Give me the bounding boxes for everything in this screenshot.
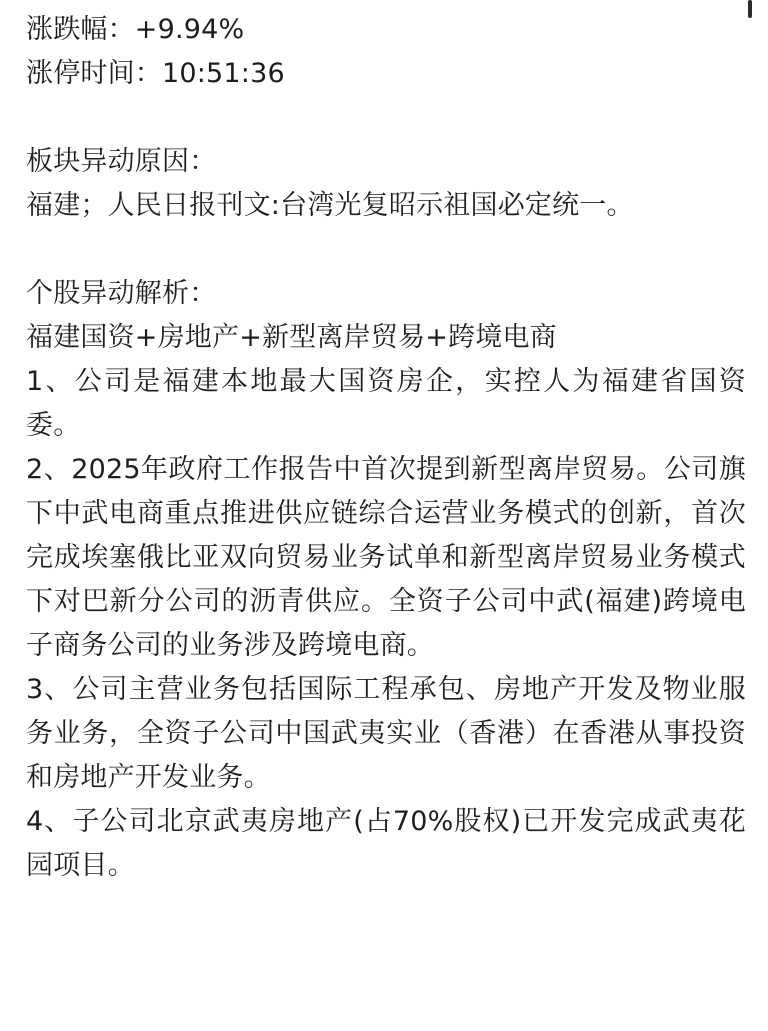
sector-reason-title: 板块异动原因： [26, 146, 217, 177]
blank-line [26, 228, 746, 272]
stock-analysis-title: 个股异动解析： [26, 278, 217, 309]
analysis-point-4: 4、子公司北京武夷房地产(占70%股权)已开发完成武夷花园项目。 [26, 806, 746, 881]
analysis-point-1: 1、公司是福建本地最大国资房企，实控人为福建省国资委。 [26, 366, 746, 441]
scrollbar-thumb[interactable] [748, 0, 752, 18]
analysis-point-2: 2、2025年政府工作报告中首次提到新型离岸贸易。公司旗下中武电商重点推进供应链综合运营业务模式的创新，首次完成埃塞俄比亚双向贸易业务试单和新型离岸贸易业务模式下对巴新分公司的沥青供应。全资子公司中武(福建)跨境电子商务公司的业务涉及跨境电商。 [26, 454, 746, 661]
analysis-point-3: 3、公司主营业务包括国际工程承包、房地产开发及物业服务业务，全资子公司中国武夷实业（香港）在香港从事投资和房地产开发业务。 [26, 674, 746, 793]
change-percent-line: 涨跌幅：+9.94% [26, 14, 245, 45]
stock-note-text [26, 8, 746, 888]
concept-tags-line: 福建国资+房地产+新型离岸贸易+跨境电商 [26, 322, 557, 353]
limit-up-time-line: 涨停时间：10:51:36 [26, 58, 285, 89]
blank-line [26, 96, 746, 140]
sector-reason-text: 福建；人民日报刊文:台湾光复昭示祖国必定统一。 [26, 190, 634, 221]
